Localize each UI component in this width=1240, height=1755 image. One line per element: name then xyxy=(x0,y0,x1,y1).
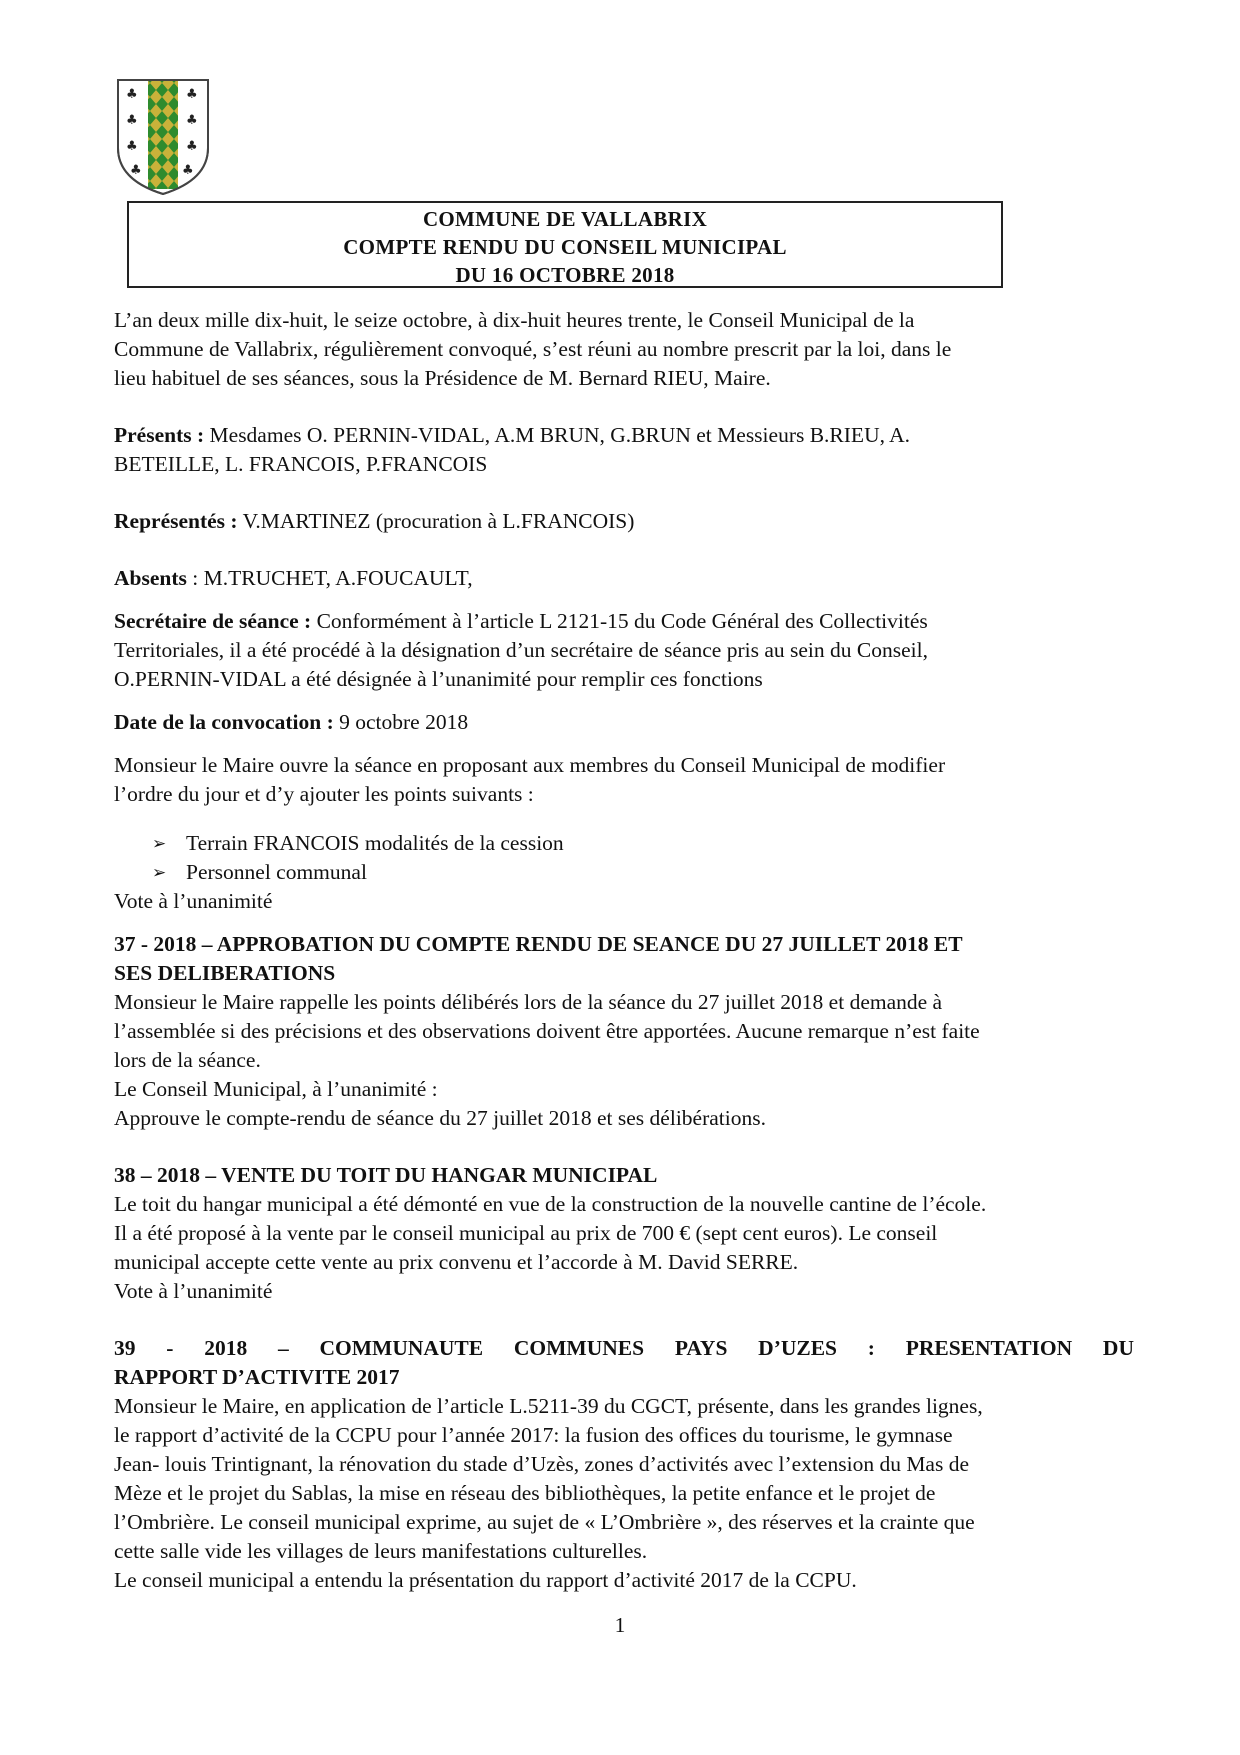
svg-text:♣: ♣ xyxy=(186,113,198,128)
svg-text:♣: ♣ xyxy=(126,87,138,102)
section-38-line: Le toit du hangar municipal a été démonté en vue de la construction de la nouvelle cantine de l’école. xyxy=(114,1192,987,1216)
opening-paragraph xyxy=(114,751,1134,809)
section-38-title: 38 – 2018 – VENTE DU TOIT DU HANGAR MUNICIPAL xyxy=(114,1163,658,1187)
section-38-line: Vote à l’unanimité xyxy=(114,1279,273,1303)
section-39-line: Mèze et le projet du Sablas, la mise en réseau des bibliothèques, la petite enfance et le projet de xyxy=(114,1481,936,1505)
section-38 xyxy=(114,1161,1134,1306)
section-38-line: municipal accepte cette vente au prix convenu et l’accorde à M. David SERRE. xyxy=(114,1250,799,1274)
svg-text:♣: ♣ xyxy=(126,113,138,128)
convocation-date: 9 octobre 2018 xyxy=(333,710,469,734)
represented-label: Représentés : xyxy=(114,509,238,533)
section-37-line: l’assemblée si des précisions et des observations doivent être apportées. Aucune remarque n’est faite xyxy=(114,1019,980,1043)
section-37-title: SES DELIBERATIONS xyxy=(114,961,336,985)
absents-paragraph xyxy=(114,564,1134,593)
convocation-paragraph xyxy=(114,708,1134,737)
intro-paragraph xyxy=(114,306,1134,393)
section-39-title: RAPPORT D’ACTIVITE 2017 xyxy=(114,1365,400,1389)
intro-line: Commune de Vallabrix, régulièrement convoqué, s’est réuni au nombre prescrit par la loi, dans le xyxy=(114,337,952,361)
presents-label: Présents : xyxy=(114,423,205,447)
presents-text: Mesdames O. PERNIN-VIDAL, A.M BRUN, G.BRUN et Messieurs B.RIEU, A. xyxy=(204,423,911,447)
opening-line: l’ordre du jour et d’y ajouter les points suivants : xyxy=(114,782,534,806)
vote-unanimity: Vote à l’unanimité xyxy=(114,889,273,913)
secretary-text: Conformément à l’article L 2121-15 du Code Général des Collectivités xyxy=(311,609,928,633)
section-38-line: Il a été proposé à la vente par le conseil municipal au prix de 700 € (sept cent euros). Le conseil xyxy=(114,1221,938,1245)
section-37 xyxy=(114,930,1134,1133)
section-39-line: cette salle vide les villages de leurs manifestations culturelles. xyxy=(114,1539,648,1563)
represented-text: V.MARTINEZ (procuration à L.FRANCOIS) xyxy=(237,509,635,533)
page-number: 1 xyxy=(614,1613,626,1637)
added-points-list xyxy=(152,829,1134,887)
intro-line: lieu habituel de ses séances, sous la Présidence de M. Bernard RIEU, Maire. xyxy=(114,366,771,390)
section-37-line: lors de la séance. xyxy=(114,1048,261,1072)
intro-line: L’an deux mille dix-huit, le seize octobre, à dix-huit heures trente, le Conseil Municipal de la xyxy=(114,308,915,332)
opening-line: Monsieur le Maire ouvre la séance en proposant aux membres du Conseil Municipal de modifier xyxy=(114,753,946,777)
section-39-line: l’Ombrière. Le conseil municipal exprime, au sujet de « L’Ombrière », des réserves et la crainte que xyxy=(114,1510,975,1534)
section-37-line: Approuve le compte-rendu de séance du 27 juillet 2018 et ses délibérations. xyxy=(114,1106,766,1130)
section-39-line: le rapport d’activité de la CCPU pour l’année 2017: la fusion des offices du tourisme, le gymnase xyxy=(114,1423,953,1447)
title-line-commune: COMMUNE DE VALLABRIX xyxy=(422,207,708,231)
list-item: ➢ Personnel communal xyxy=(152,858,1134,887)
absents-label: Absents xyxy=(114,566,187,590)
arrow-bullet-icon: ➢ xyxy=(152,863,167,882)
presents-text: BETEILLE, L. FRANCOIS, P.FRANCOIS xyxy=(114,452,488,476)
section-39-title: 39 - 2018 – COMMUNAUTE COMMUNES PAYS D’UZES : PRESENTATION DU xyxy=(114,1336,1134,1360)
secretary-paragraph xyxy=(114,607,1134,694)
absents-text: : M.TRUCHET, A.FOUCAULT, xyxy=(186,566,473,590)
title-line-report: COMPTE RENDU DU CONSEIL MUNICIPAL xyxy=(343,235,787,259)
document-title-box xyxy=(127,201,1003,288)
section-39 xyxy=(114,1334,1134,1595)
presents-paragraph xyxy=(114,421,1134,479)
svg-text:♣: ♣ xyxy=(186,87,198,102)
secretary-text: O.PERNIN-VIDAL a été désignée à l’unanimité pour remplir ces fonctions xyxy=(114,667,763,691)
document-body xyxy=(114,306,1134,1595)
section-37-line: Monsieur le Maire rappelle les points délibérés lors de la séance du 27 juillet 2018 et demande à xyxy=(114,990,943,1014)
svg-text:♣: ♣ xyxy=(126,139,138,154)
svg-text:♣: ♣ xyxy=(130,163,142,178)
section-37-title: 37 - 2018 – APPROBATION DU COMPTE RENDU DE SEANCE DU 27 JUILLET 2018 ET xyxy=(114,932,963,956)
section-39-line: Monsieur le Maire, en application de l’article L.5211-39 du CGCT, présente, dans les grandes lignes, xyxy=(114,1394,983,1418)
section-39-line: Le conseil municipal a entendu la présentation du rapport d’activité 2017 de la CCPU. xyxy=(114,1568,857,1592)
convocation-label: Date de la convocation : xyxy=(114,710,334,734)
arrow-bullet-icon: ➢ xyxy=(152,834,167,853)
section-37-line: Le Conseil Municipal, à l’unanimité : xyxy=(114,1077,438,1101)
coat-of-arms-icon xyxy=(114,76,212,196)
list-item: ➢ Terrain FRANCOIS modalités de la cession xyxy=(152,829,1134,858)
svg-text:♣: ♣ xyxy=(182,163,194,178)
secretary-text: Territoriales, il a été procédé à la désignation d’un secrétaire de séance pris au sein du Conseil, xyxy=(114,638,928,662)
svg-text:♣: ♣ xyxy=(186,139,198,154)
title-line-date: DU 16 OCTOBRE 2018 xyxy=(455,263,675,287)
secretary-label: Secrétaire de séance : xyxy=(114,609,312,633)
section-39-line: Jean- louis Trintignant, la rénovation du stade d’Uzès, zones d’activités avec l’extension du Mas de xyxy=(114,1452,970,1476)
represented-paragraph xyxy=(114,507,1134,536)
